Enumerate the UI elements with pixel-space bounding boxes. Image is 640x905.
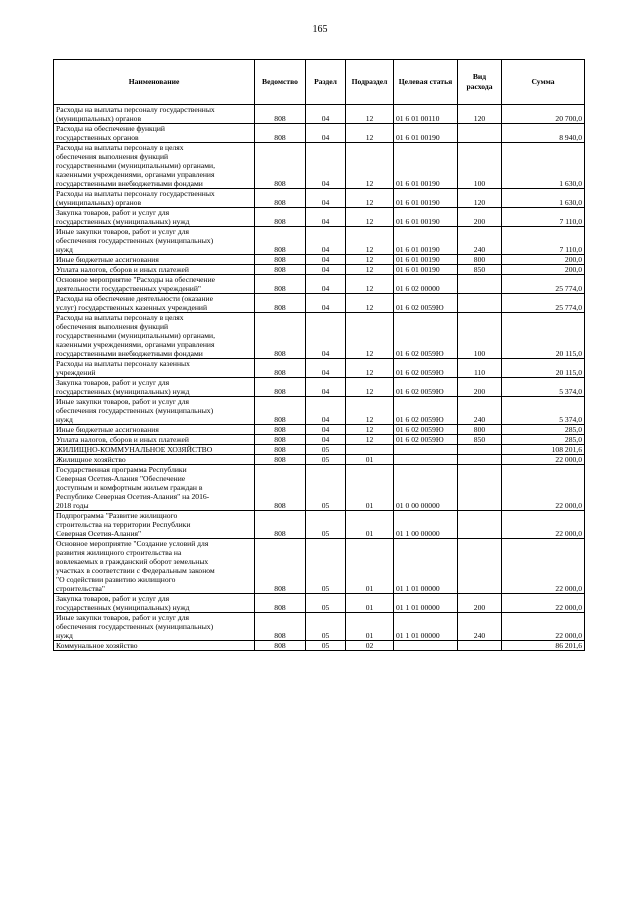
- cell-subsection: 12: [346, 227, 394, 255]
- cell-section: 04: [306, 378, 346, 397]
- cell-kind: 240: [458, 397, 502, 425]
- cell-dept: 808: [255, 613, 306, 641]
- cell-sum: 25 774,0: [502, 294, 585, 313]
- cell-dept: 808: [255, 265, 306, 275]
- cell-name: Закупка товаров, работ и услуг для государственных (муниципальных) нужд: [54, 208, 255, 227]
- table-row: [54, 227, 585, 255]
- cell-kind: 120: [458, 189, 502, 208]
- cell-subsection: 12: [346, 378, 394, 397]
- cell-kind: [458, 455, 502, 465]
- cell-target: 01 6 01 00190: [394, 124, 458, 143]
- table-row: [54, 397, 585, 425]
- cell-name: Расходы на выплаты персоналу в целях обеспечения выполнения функций государственными (муниципальными) органами, казенными учреждениями, органами управления государственными внебюджетными фондами: [54, 143, 255, 189]
- cell-subsection: 01: [346, 539, 394, 594]
- cell-section: 05: [306, 445, 346, 455]
- cell-sum: 22 000,0: [502, 465, 585, 511]
- cell-sum: 108 201,6: [502, 445, 585, 455]
- cell-sum: 20 115,0: [502, 359, 585, 378]
- header-target: Целевая статья: [394, 60, 458, 105]
- cell-target: [394, 445, 458, 455]
- cell-name: ЖИЛИЩНО-КОММУНАЛЬНОЕ ХОЗЯЙСТВО: [54, 445, 255, 455]
- cell-subsection: 12: [346, 313, 394, 359]
- cell-sum: 86 201,6: [502, 641, 585, 651]
- table-row: [54, 265, 585, 275]
- cell-section: 04: [306, 313, 346, 359]
- cell-target: [394, 455, 458, 465]
- cell-kind: [458, 445, 502, 455]
- cell-kind: [458, 465, 502, 511]
- cell-subsection: 02: [346, 641, 394, 651]
- cell-section: 04: [306, 227, 346, 255]
- cell-name: Закупка товаров, работ и услуг для государственных (муниципальных) нужд: [54, 594, 255, 613]
- cell-subsection: 12: [346, 425, 394, 435]
- table-row: [54, 594, 585, 613]
- cell-subsection: 01: [346, 465, 394, 511]
- table-body: [54, 105, 585, 651]
- cell-name: Уплата налогов, сборов и иных платежей: [54, 435, 255, 445]
- cell-kind: 850: [458, 435, 502, 445]
- table-row: [54, 641, 585, 651]
- cell-kind: 200: [458, 378, 502, 397]
- cell-section: 04: [306, 143, 346, 189]
- cell-section: 05: [306, 465, 346, 511]
- cell-target: 01 6 02 00000: [394, 275, 458, 294]
- cell-subsection: 12: [346, 255, 394, 265]
- table-row: [54, 255, 585, 265]
- cell-dept: 808: [255, 255, 306, 265]
- cell-target: 01 6 02 0059Ю: [394, 359, 458, 378]
- cell-dept: 808: [255, 397, 306, 425]
- table-row: [54, 294, 585, 313]
- cell-sum: 22 000,0: [502, 613, 585, 641]
- cell-sum: 285,0: [502, 435, 585, 445]
- cell-dept: 808: [255, 435, 306, 445]
- cell-kind: 800: [458, 255, 502, 265]
- cell-target: 01 1 01 00000: [394, 539, 458, 594]
- header-kind: Вид расхода: [458, 60, 502, 105]
- cell-dept: 808: [255, 511, 306, 539]
- cell-kind: [458, 511, 502, 539]
- cell-dept: 808: [255, 455, 306, 465]
- cell-dept: 808: [255, 445, 306, 455]
- cell-dept: 808: [255, 143, 306, 189]
- cell-name: Расходы на обеспечение функций государственных органов: [54, 124, 255, 143]
- cell-dept: 808: [255, 208, 306, 227]
- cell-dept: 808: [255, 378, 306, 397]
- cell-target: 01 6 01 00190: [394, 143, 458, 189]
- cell-subsection: 12: [346, 143, 394, 189]
- cell-subsection: 01: [346, 594, 394, 613]
- cell-dept: 808: [255, 594, 306, 613]
- cell-target: 01 6 02 0059Ю: [394, 435, 458, 445]
- cell-sum: 25 774,0: [502, 275, 585, 294]
- cell-name: Расходы на выплаты персоналу в целях обеспечения выполнения функций государственными (муниципальными) органами, казенными учреждениями, органами управления государственными внебюджетными фондами: [54, 313, 255, 359]
- cell-kind: [458, 124, 502, 143]
- cell-target: 01 6 02 0059Ю: [394, 294, 458, 313]
- cell-section: 04: [306, 425, 346, 435]
- header-section: Раздел: [306, 60, 346, 105]
- table-row: [54, 105, 585, 124]
- cell-name: Иные бюджетные ассигнования: [54, 425, 255, 435]
- budget-table: [53, 59, 585, 651]
- cell-kind: [458, 294, 502, 313]
- cell-dept: 808: [255, 124, 306, 143]
- cell-name: Закупка товаров, работ и услуг для государственных (муниципальных) нужд: [54, 378, 255, 397]
- cell-sum: 5 374,0: [502, 397, 585, 425]
- cell-name: Коммунальное хозяйство: [54, 641, 255, 651]
- cell-name: Расходы на выплаты персоналу государственных (муниципальных) органов: [54, 105, 255, 124]
- cell-section: 04: [306, 255, 346, 265]
- cell-name: Основное мероприятие "Расходы на обеспечение деятельности государственных учреждений": [54, 275, 255, 294]
- cell-target: 01 6 02 0059Ю: [394, 313, 458, 359]
- cell-section: 04: [306, 208, 346, 227]
- cell-dept: 808: [255, 465, 306, 511]
- cell-subsection: 12: [346, 265, 394, 275]
- table-row: [54, 511, 585, 539]
- cell-subsection: 12: [346, 275, 394, 294]
- cell-dept: 808: [255, 189, 306, 208]
- cell-subsection: 12: [346, 359, 394, 378]
- cell-name: Уплата налогов, сборов и иных платежей: [54, 265, 255, 275]
- table-row: [54, 124, 585, 143]
- cell-subsection: 01: [346, 455, 394, 465]
- cell-subsection: 12: [346, 435, 394, 445]
- cell-kind: [458, 641, 502, 651]
- cell-section: 05: [306, 455, 346, 465]
- cell-sum: 22 000,0: [502, 511, 585, 539]
- cell-subsection: 01: [346, 613, 394, 641]
- cell-sum: 5 374,0: [502, 378, 585, 397]
- header-dept: Ведомство: [255, 60, 306, 105]
- cell-sum: 22 000,0: [502, 594, 585, 613]
- cell-subsection: 12: [346, 208, 394, 227]
- table-row: [54, 465, 585, 511]
- cell-target: 01 6 01 00190: [394, 227, 458, 255]
- cell-kind: 120: [458, 105, 502, 124]
- cell-target: 01 6 01 00190: [394, 255, 458, 265]
- table-row: [54, 313, 585, 359]
- cell-section: 04: [306, 124, 346, 143]
- cell-name: Подпрограмма "Развитие жилищного строительства на территории Республики Северная Осетия-Алания": [54, 511, 255, 539]
- cell-name: Иные закупки товаров, работ и услуг для обеспечения государственных (муниципальных) нужд: [54, 397, 255, 425]
- cell-name: Иные бюджетные ассигнования: [54, 255, 255, 265]
- table-row: [54, 189, 585, 208]
- cell-kind: 800: [458, 425, 502, 435]
- cell-sum: 285,0: [502, 425, 585, 435]
- cell-sum: 1 630,0: [502, 143, 585, 189]
- cell-sum: 20 700,0: [502, 105, 585, 124]
- table-row: [54, 378, 585, 397]
- cell-name: Основное мероприятие "Создание условий для развития жилищного строительства на вовлекаемых в гражданский оборот земельных участках в соответствии с Федеральным законом "О содействии развитию жилищного строительства": [54, 539, 255, 594]
- cell-sum: 1 630,0: [502, 189, 585, 208]
- cell-section: 05: [306, 511, 346, 539]
- cell-subsection: 12: [346, 397, 394, 425]
- table-header: [54, 60, 585, 105]
- cell-sum: 20 115,0: [502, 313, 585, 359]
- cell-sum: 8 940,0: [502, 124, 585, 143]
- cell-section: 04: [306, 359, 346, 378]
- cell-kind: 200: [458, 594, 502, 613]
- cell-sum: 7 110,0: [502, 208, 585, 227]
- cell-section: 05: [306, 539, 346, 594]
- cell-target: 01 6 01 00190: [394, 208, 458, 227]
- page-number: 165: [312, 24, 328, 35]
- cell-target: [394, 641, 458, 651]
- cell-section: 04: [306, 275, 346, 294]
- cell-kind: 200: [458, 208, 502, 227]
- cell-kind: [458, 275, 502, 294]
- cell-target: 01 6 02 0059Ю: [394, 378, 458, 397]
- cell-subsection: 12: [346, 189, 394, 208]
- table-row: [54, 143, 585, 189]
- table-row: [54, 275, 585, 294]
- cell-subsection: 12: [346, 294, 394, 313]
- cell-name: Жилищное хозяйство: [54, 455, 255, 465]
- table-row: [54, 425, 585, 435]
- table-row: [54, 435, 585, 445]
- table-row: [54, 445, 585, 455]
- cell-sum: 200,0: [502, 255, 585, 265]
- cell-dept: 808: [255, 294, 306, 313]
- cell-sum: 22 000,0: [502, 539, 585, 594]
- table-row: [54, 359, 585, 378]
- cell-sum: 22 000,0: [502, 455, 585, 465]
- cell-dept: 808: [255, 227, 306, 255]
- cell-section: 04: [306, 189, 346, 208]
- cell-subsection: 01: [346, 511, 394, 539]
- cell-target: 01 1 01 00000: [394, 594, 458, 613]
- cell-dept: 808: [255, 275, 306, 294]
- cell-kind: [458, 539, 502, 594]
- cell-target: 01 6 02 0059Ю: [394, 397, 458, 425]
- cell-section: 04: [306, 294, 346, 313]
- cell-dept: 808: [255, 313, 306, 359]
- table-row: [54, 208, 585, 227]
- cell-section: 04: [306, 435, 346, 445]
- cell-name: Иные закупки товаров, работ и услуг для обеспечения государственных (муниципальных) нужд: [54, 227, 255, 255]
- cell-target: 01 6 01 00110: [394, 105, 458, 124]
- cell-name: Расходы на выплаты персоналу государственных (муниципальных) органов: [54, 189, 255, 208]
- cell-subsection: 12: [346, 105, 394, 124]
- cell-target: 01 1 01 00000: [394, 613, 458, 641]
- cell-target: 01 6 01 00190: [394, 265, 458, 275]
- cell-name: Расходы на обеспечение деятельности (оказание услуг) государственных казенных учреждений: [54, 294, 255, 313]
- header-name: Наименование: [54, 60, 255, 105]
- cell-kind: 110: [458, 359, 502, 378]
- cell-dept: 808: [255, 359, 306, 378]
- cell-kind: 100: [458, 313, 502, 359]
- cell-target: 01 6 01 00190: [394, 189, 458, 208]
- cell-section: 04: [306, 105, 346, 124]
- header-sum: Сумма: [502, 60, 585, 105]
- cell-name: Государственная программа Республики Северная Осетия-Алания "Обеспечение доступным и комфортным жильем граждан в Республике Северная Осетия-Алания" на 2016- 2018 годы: [54, 465, 255, 511]
- table-row: [54, 539, 585, 594]
- cell-dept: 808: [255, 539, 306, 594]
- cell-sum: 7 110,0: [502, 227, 585, 255]
- cell-target: 01 1 00 00000: [394, 511, 458, 539]
- cell-name: Иные закупки товаров, работ и услуг для обеспечения государственных (муниципальных) нужд: [54, 613, 255, 641]
- cell-name: Расходы на выплаты персоналу казенных учреждений: [54, 359, 255, 378]
- cell-dept: 808: [255, 641, 306, 651]
- cell-kind: 100: [458, 143, 502, 189]
- cell-section: 05: [306, 641, 346, 651]
- cell-section: 04: [306, 397, 346, 425]
- cell-section: 05: [306, 613, 346, 641]
- cell-subsection: 12: [346, 124, 394, 143]
- cell-sum: 200,0: [502, 265, 585, 275]
- table-row: [54, 455, 585, 465]
- cell-kind: 240: [458, 227, 502, 255]
- cell-kind: 240: [458, 613, 502, 641]
- cell-dept: 808: [255, 425, 306, 435]
- header-subsection: Подраздел: [346, 60, 394, 105]
- cell-section: 04: [306, 265, 346, 275]
- cell-section: 05: [306, 594, 346, 613]
- cell-subsection: [346, 445, 394, 455]
- cell-target: 01 0 00 00000: [394, 465, 458, 511]
- table-row: [54, 613, 585, 641]
- cell-target: 01 6 02 0059Ю: [394, 425, 458, 435]
- cell-kind: 850: [458, 265, 502, 275]
- cell-dept: 808: [255, 105, 306, 124]
